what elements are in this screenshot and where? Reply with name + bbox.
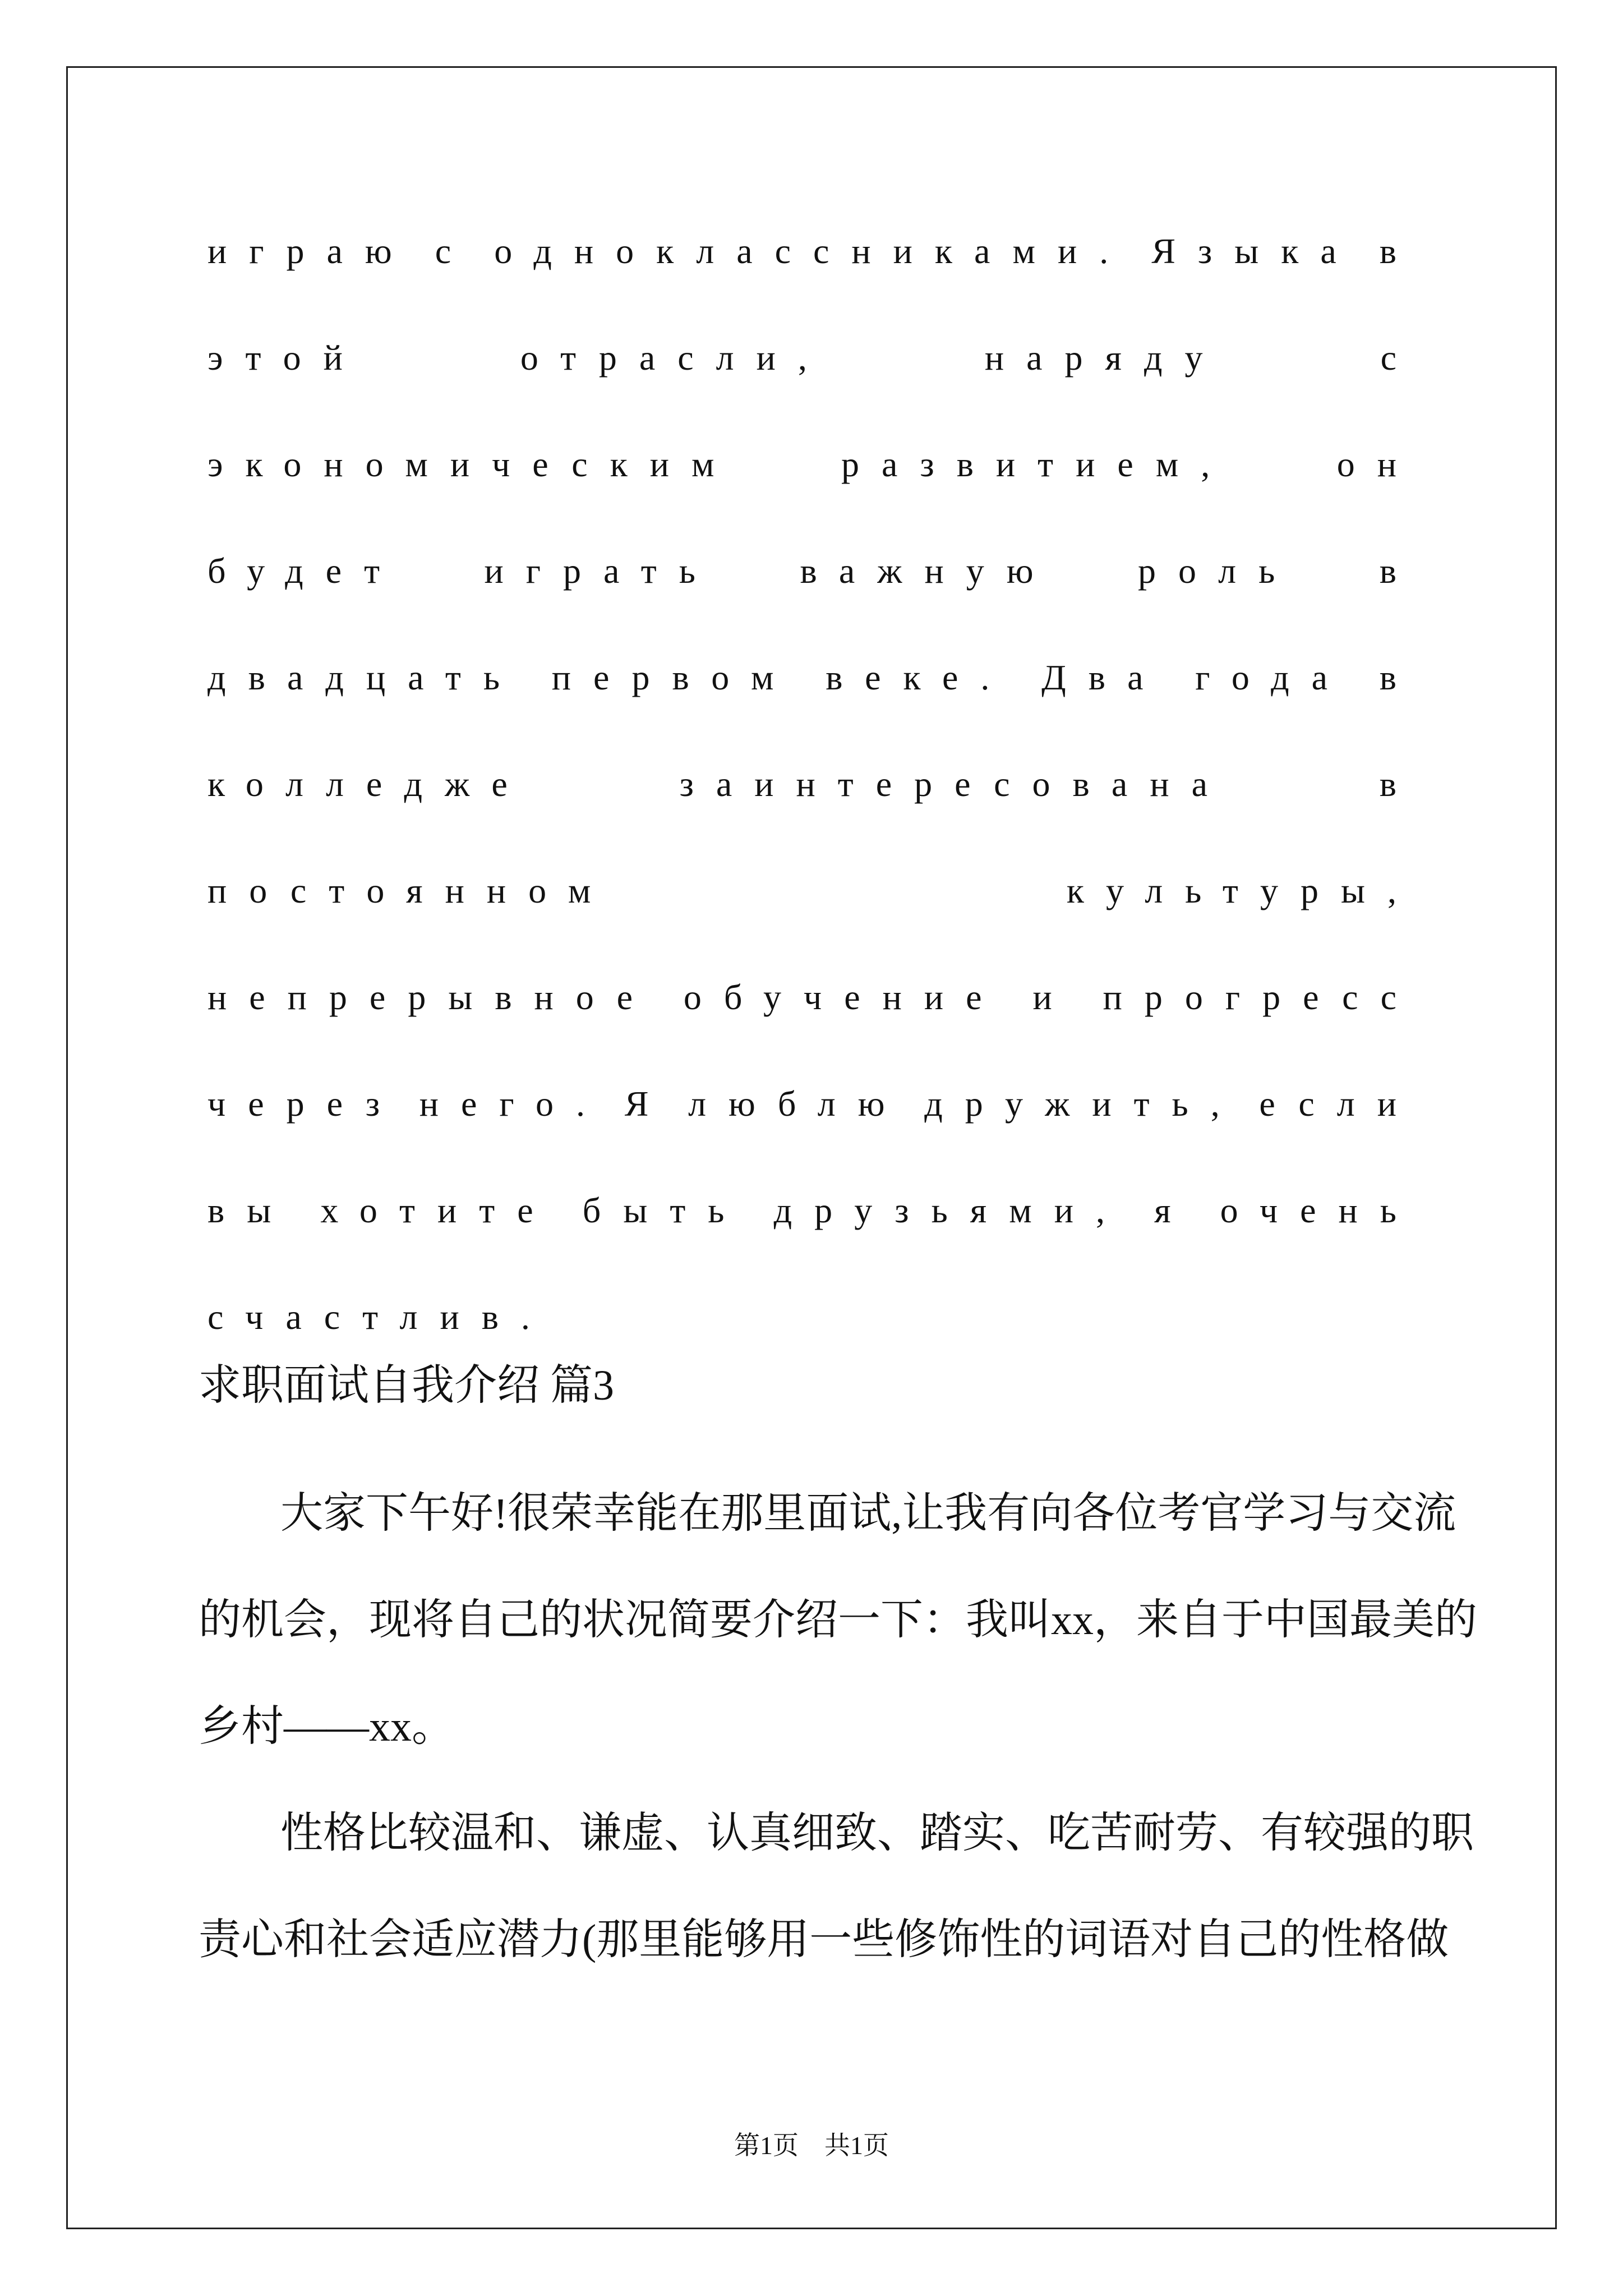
russian-word: вы [208,1190,294,1230]
russian-word: быть [582,1190,747,1230]
paragraph-1-line-1: 大家下午好!很荣幸能在那里面试,让我有向各位考官学习与交流 [280,1490,1456,1537]
russian-word: играть [484,551,718,591]
russian-word: обучение [683,977,1004,1017]
russian-line [208,1082,1419,1126]
russian-word: одноклассниками. [494,231,1131,271]
russian-word: люблю [688,1084,907,1124]
russian-word: в [1379,764,1419,804]
russian-line [208,975,1419,1020]
russian-word: этой [208,338,365,378]
russian-word: веке. [826,657,1012,697]
russian-word: экономическим [208,444,737,484]
russian-word: дружить, [924,1084,1242,1124]
paragraph-2-line-2: 责心和社会适应潜力(那里能够用一些修饰性的词语对自己的性格做 [199,1916,1449,1963]
russian-word: Языка [1151,231,1359,271]
russian-word: отрасли, [520,338,829,378]
russian-line [208,442,1419,487]
russian-line [208,229,1419,274]
russian-line [208,762,1419,807]
russian-word: двадцать [208,657,523,697]
russian-word: него. [419,1084,608,1124]
russian-word: играю [208,231,414,271]
russian-word: в [1379,231,1419,271]
russian-word: я [1154,1190,1193,1230]
russian-word: друзьями, [773,1190,1127,1230]
russian-word: если [1259,1084,1419,1124]
russian-word: очень [1220,1190,1419,1230]
russian-word: счастлив. [208,1297,552,1337]
russian-line [208,655,1419,700]
paragraph-1-line-3: 乡村——xx。 [199,1703,454,1750]
russian-word: первом [551,657,796,697]
russian-word: с [435,231,474,271]
russian-word: года [1195,657,1350,697]
russian-word: через [208,1084,403,1124]
russian-word: роль [1138,551,1298,591]
page-footer: 第1页 共1页 [734,2131,889,2160]
russian-line [208,868,1419,913]
russian-word: важную [800,551,1056,591]
russian-line [208,1188,1419,1233]
paragraph-1-line-2: 的机会，现将自己的状况简要介绍一下：我叫xx，来自于中国最美的 [199,1596,1477,1644]
russian-word: и [1032,977,1075,1017]
russian-word: Два [1041,657,1166,697]
russian-word: постоянном [208,871,614,910]
russian-word: колледже [208,764,530,804]
russian-word: будет [208,551,403,591]
section-heading: 求职面试自我介绍 篇3 [199,1362,614,1409]
russian-word: Я [624,1084,671,1124]
russian-line [208,549,1419,593]
russian-word: хотите [320,1190,556,1230]
russian-word: наряду [984,338,1225,378]
russian-word: прогресс [1103,977,1419,1017]
russian-word: он [1336,444,1419,484]
russian-word: культуры, [1066,871,1419,910]
russian-line [208,1295,1419,1340]
russian-word: в [1379,657,1419,697]
russian-word: заинтересована [679,764,1230,804]
russian-word: развитием, [841,444,1233,484]
page-border [66,66,1557,2229]
paragraph-2-line-1: 性格比较温和、谦虚、认真细致、踏实、吃苦耐劳、有较强的职 [280,1810,1474,1857]
russian-word: с [1380,338,1419,378]
russian-word: непрерывное [208,977,655,1017]
russian-line [208,335,1419,380]
russian-word: в [1379,551,1419,591]
